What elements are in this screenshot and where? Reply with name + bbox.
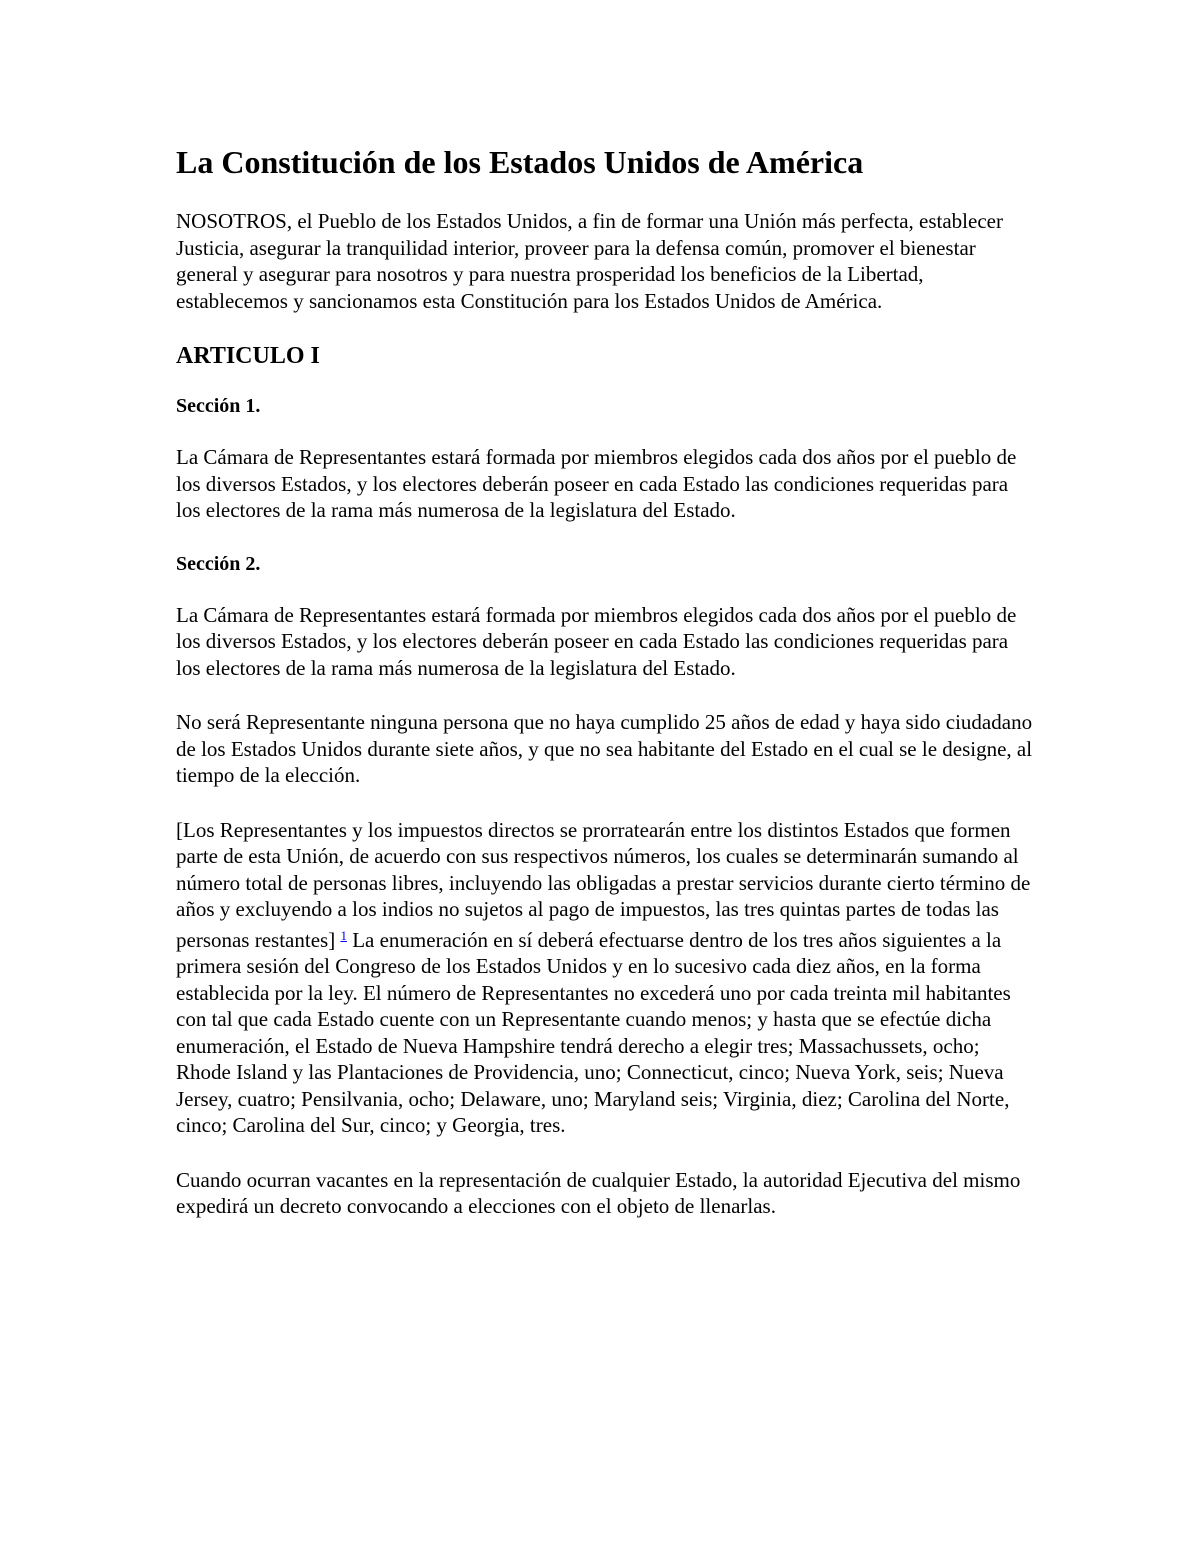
paragraph-3-text-before: [Los Representantes y los impuestos directos se prorratearán entre los distintos Estados que formen parte de esta Unión, de acuerdo con sus respectivos números, los cuales se determinarán sumando al número total de personas libres, incluyendo las obligadas a prestar servicios durante cierto término de años y excluyendo a los indios no sujetos al pago de impuestos, las tres quintas partes de todas las personas restantes]: [176, 817, 1031, 952]
section-2-paragraph-2: No será Representante ninguna persona que no haya cumplido 25 años de edad y haya sido ciudadano de los Estados Unidos durante siete años, y que no sea habitante del Estado en el cual se le designe, al tiempo de la elección.: [176, 710, 1033, 787]
section-2-paragraph-4: Cuando ocurran vacantes en la representación de cualquier Estado, la autoridad Ejecutiva del mismo expedirá un decreto convocando a elecciones con el objeto de llenarlas.: [176, 1167, 1021, 1218]
paragraph-3-text-after: La enumeración en sí deberá efectuarse dentro de los tres años siguientes a la primera sesión del Congreso de los Estados Unidos y en lo sucesivo cada diez años, en la forma establecida por la ley. El número de Representantes no excederá uno por cada treinta mil habitantes con tal que cada Estado cuente con un Representante cuando menos; y hasta que se efectúe dicha enumeración, el Estado de Nueva Hampshire tendrá derecho a elegir tres; Massachussets, ocho; Rhode Island y las Plantaciones de Providencia, uno; Connecticut, cinco; Nueva York, seis; Nueva Jersey, cuatro; Pensilvania, ocho; Delaware, uno; Maryland seis; Virginia, diez; Carolina del Norte, cinco; Carolina del Sur, cinco; y Georgia, tres.: [176, 927, 1011, 1137]
section-1-heading: Sección 1.: [176, 395, 261, 417]
document-body: [176, 144, 1036, 1248]
preamble-paragraph: NOSOTROS, el Pueblo de los Estados Unidos, a fin de formar una Unión más perfecta, establecer Justicia, asegurar la tranquilidad interior, proveer para la defensa común, promover el bienestar general y asegurar para nosotros y para nuestra prosperidad los beneficios de la Libertad, establecemos y sancionamos esta Constitución para los Estados Unidos de América.: [176, 209, 1003, 313]
section-2-heading: Sección 2.: [176, 552, 261, 575]
document-title: La Constitución de los Estados Unidos de América: [176, 144, 864, 180]
section-2-paragraph-1: La Cámara de Representantes estará formada por miembros elegidos cada dos años por el pueblo de los diversos Estados, y los electores deberán poseer en cada Estado las condiciones requeridas para los electores de la rama más numerosa de la legislatura del Estado.: [176, 602, 1017, 680]
footnote-link[interactable]: 1: [340, 927, 347, 943]
section-1-paragraph: La Cámara de Representantes estará formada por miembros elegidos cada dos años por el pueblo de los diversos Estados, y los electores deberán poseer en cada Estado las condiciones requeridas para los electores de la rama más numerosa de la legislatura del Estado.: [176, 445, 1017, 522]
section-2-paragraph-3: [176, 817, 1036, 1139]
article-title: ARTICULO I: [176, 343, 320, 369]
